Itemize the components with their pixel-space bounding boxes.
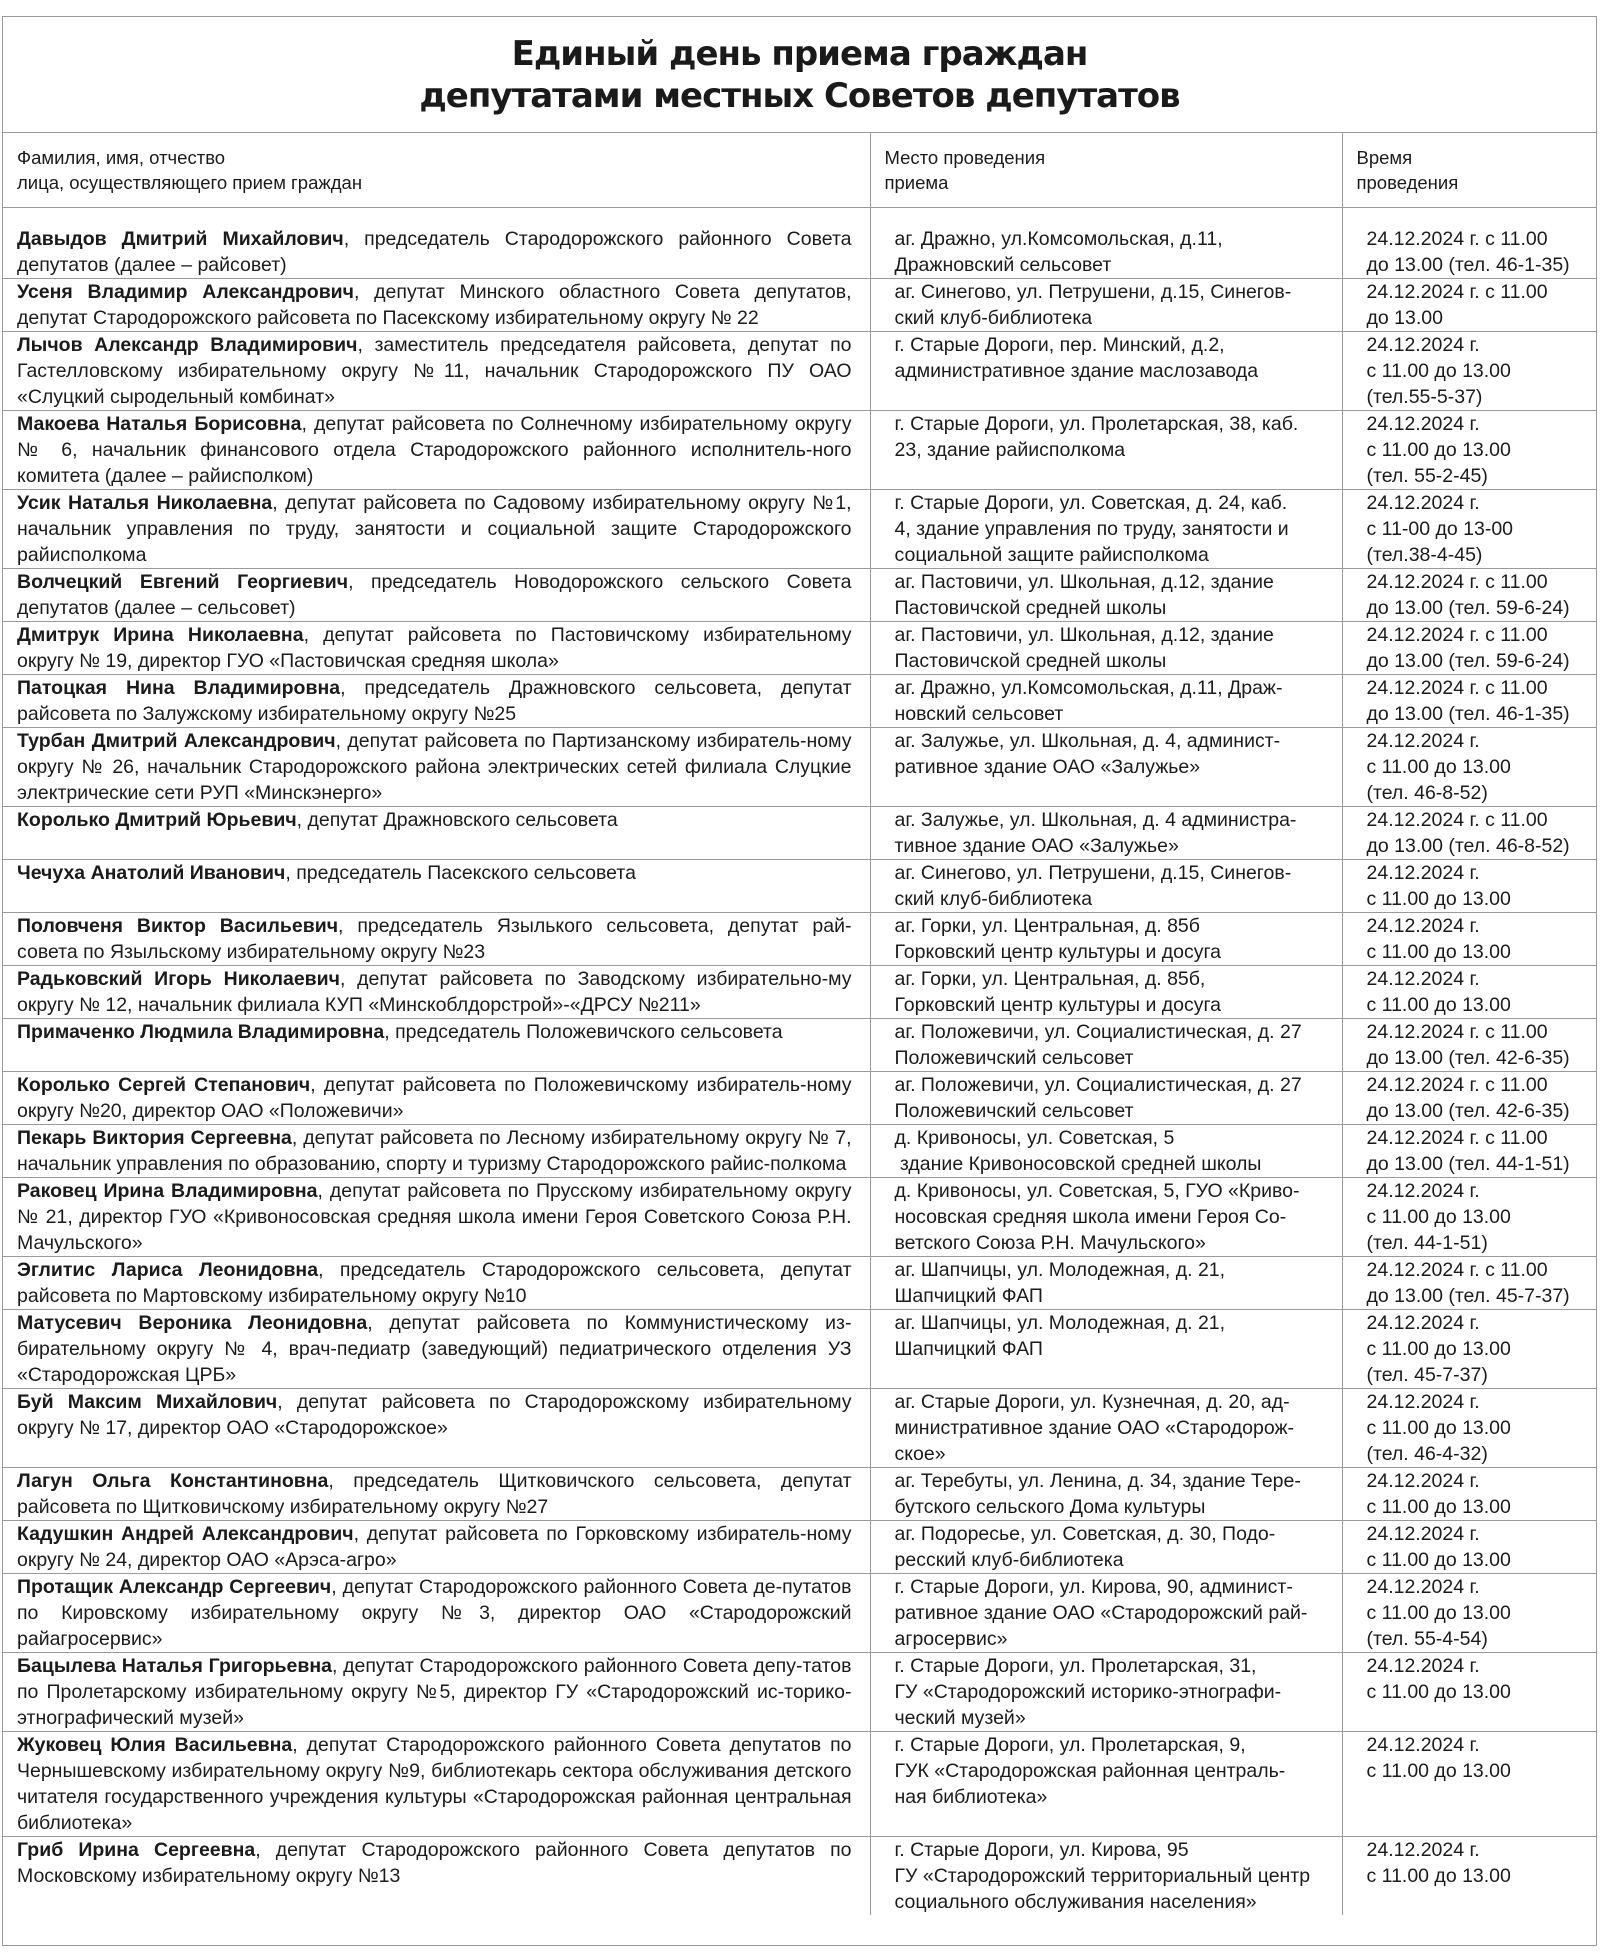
header-text-line: приема: [884, 172, 949, 193]
time-line: 24.12.2024 г.: [1366, 1523, 1480, 1545]
time-cell: [1342, 1389, 1596, 1468]
person-position: , депутат райсовета по Горковскому избиратель-ному округу № 24, директор ОАО «Арэса-агро»: [17, 1523, 852, 1571]
time-line: с 11.00 до 13.00: [1366, 1865, 1511, 1887]
time-line: до 13.00 (тел. 59-6-24): [1366, 597, 1570, 619]
person-cell: [3, 411, 870, 490]
person-cell: [3, 208, 870, 279]
person-cell: [3, 622, 870, 675]
place-line: аг. Подоресье, ул. Советская, д. 30, Подо-: [894, 1523, 1276, 1545]
time-cell: [1342, 860, 1596, 913]
person-cell: [3, 1072, 870, 1125]
time-line: с 11.00 до 13.00: [1366, 941, 1511, 963]
person-position: , депутат Стародорожского районного Совета депутатов по Чернышевскому избирательному округу №9, библиотекарь сектора обслуживания детского читателя государственного учреждения культуры «Стародорожская районная центральная библиотека»: [17, 1734, 852, 1834]
place-line: аг. Дражно, ул.Комсомольская, д.11,: [894, 228, 1223, 250]
table-row: [3, 1468, 1596, 1521]
time-line: до 13.00 (тел. 42-6-35): [1366, 1047, 1570, 1069]
time-line: до 13.00 (тел. 46-1-35): [1366, 703, 1570, 725]
time-line: до 13.00 (тел. 59-6-24): [1366, 650, 1570, 672]
table-row: [3, 1574, 1596, 1653]
person-cell: [3, 1574, 870, 1653]
person-position: , депутат Стародорожского районного Совета депутатов по Московскому избирательному округу №13: [17, 1839, 852, 1887]
place-cell: [870, 675, 1342, 728]
person-name: Королько Дмитрий Юрьевич: [17, 809, 297, 831]
table-row: [3, 1389, 1596, 1468]
person-position: , депутат райсовета по Стародорожскому избирательному округу № 17, директор ОАО «Стародорожское»: [17, 1391, 852, 1439]
place-line: Положевичский сельсовет: [894, 1100, 1134, 1122]
table-row: [3, 860, 1596, 913]
header-place: [870, 133, 1342, 208]
place-line: аг. Теребуты, ул. Ленина, д. 34, здание Тере-: [894, 1470, 1301, 1492]
table-row: [3, 1257, 1596, 1310]
time-line: 24.12.2024 г.: [1366, 1655, 1480, 1677]
person-cell: [3, 1125, 870, 1178]
time-cell: [1342, 1468, 1596, 1521]
person-name: Раковец Ирина Владимировна: [17, 1180, 318, 1202]
time-line: до 13.00 (тел. 46-8-52): [1366, 835, 1570, 857]
person-name: Патоцкая Нина Владимировна: [17, 677, 341, 699]
person-position: , председатель Стародорожского районного Совета депутатов (далее – райсовет): [17, 228, 852, 276]
time-line: (тел. 55-4-54): [1366, 1628, 1488, 1650]
table-row: [3, 411, 1596, 490]
person-position: , депутат Стародорожского районного Совета депу-татов по Пролетарскому избирательному округу №5, директор ГУ «Стародорожский ис-торико-этнографический музей»: [17, 1655, 852, 1729]
person-position: , председатель Новодорожского сельского Совета депутатов (далее – сельсовет): [17, 571, 852, 619]
place-line: ная библиотека»: [894, 1786, 1048, 1808]
place-line: 4, здание управления по труду, занятости и: [894, 518, 1289, 540]
time-cell: [1342, 1837, 1596, 1916]
place-cell: [870, 1521, 1342, 1574]
person-cell: [3, 966, 870, 1019]
place-cell: [870, 1310, 1342, 1389]
place-line: г. Старые Дороги, пер. Минский, д.2,: [894, 334, 1225, 356]
title-block: [3, 17, 1596, 133]
place-line: Пастовичской средней школы: [894, 650, 1167, 672]
table-row: [3, 1732, 1596, 1837]
person-name: Пекарь Виктория Сергеевна: [17, 1127, 292, 1149]
person-cell: [3, 279, 870, 332]
header-text-line: Время: [1356, 147, 1413, 168]
place-cell: [870, 807, 1342, 860]
header-text-line: Место проведения: [884, 147, 1046, 168]
person-cell: [3, 913, 870, 966]
place-line: ративное здание ОАО «Стародорожский рай-: [894, 1602, 1308, 1624]
time-line: 24.12.2024 г.: [1366, 492, 1480, 514]
person-name: Макоева Наталья Борисовна: [17, 413, 302, 435]
time-line: (тел. 46-4-32): [1366, 1443, 1488, 1465]
time-line: (тел. 55-2-45): [1366, 465, 1488, 487]
time-line: с 11.00 до 13.00: [1366, 1417, 1511, 1439]
time-line: 24.12.2024 г.: [1366, 1839, 1480, 1861]
place-cell: [870, 208, 1342, 279]
table-header-row: [3, 133, 1596, 208]
person-position: , депутат райсовета по Коммунистическому из-бирательному округу № 4, врач-педиатр (заведующий) педиатрического отделения УЗ «Стародорожская ЦРБ»: [17, 1312, 852, 1386]
time-line: с 11.00 до 13.00: [1366, 439, 1511, 461]
person-cell: [3, 1019, 870, 1072]
place-cell: [870, 966, 1342, 1019]
time-cell: [1342, 728, 1596, 807]
person-name: Турбан Дмитрий Александрович: [17, 730, 336, 752]
table-row: [3, 279, 1596, 332]
person-name: Эглитис Лариса Леонидовна: [17, 1259, 319, 1281]
time-line: (тел.38-4-45): [1366, 544, 1483, 566]
table-row: [3, 1178, 1596, 1257]
time-cell: [1342, 1574, 1596, 1653]
place-line: аг. Дражно, ул.Комсомольская, д.11, Драж-: [894, 677, 1283, 699]
time-line: 24.12.2024 г. с 11.00: [1366, 281, 1548, 303]
time-line: (тел. 45-7-37): [1366, 1364, 1488, 1386]
person-position: , председатель Дражновского сельсовета, депутат райсовета по Залужскому избирательному округу №25: [17, 677, 852, 725]
place-line: аг. Пастовичи, ул. Школьная, д.12, здание: [894, 571, 1274, 593]
person-name: Протащик Александр Сергеевич: [17, 1576, 332, 1598]
time-line: 24.12.2024 г.: [1366, 1312, 1480, 1334]
time-line: с 11.00 до 13.00: [1366, 1681, 1511, 1703]
person-name: Волчецкий Евгений Георгиевич: [17, 571, 349, 593]
time-line: до 13.00 (тел. 46-1-35): [1366, 254, 1570, 276]
document-frame: [2, 16, 1597, 1946]
place-line: ГУ «Стародорожский историко-этнографи-: [894, 1681, 1282, 1703]
time-line: 24.12.2024 г.: [1366, 862, 1480, 884]
time-cell: [1342, 1257, 1596, 1310]
person-cell: [3, 1257, 870, 1310]
place-line: аг. Синегово, ул. Петрушени, д.15, Синегов-: [894, 281, 1292, 303]
place-line: ческий музей»: [894, 1707, 1026, 1729]
time-cell: [1342, 913, 1596, 966]
table-row: [3, 1125, 1596, 1178]
time-line: до 13.00 (тел. 42-6-35): [1366, 1100, 1570, 1122]
person-name: Примаченко Людмила Владимировна: [17, 1021, 385, 1043]
person-name: Лычов Александр Владимирович: [17, 334, 358, 356]
place-cell: [870, 1732, 1342, 1837]
person-position: , депутат райсовета по Партизанскому избиратель-ному округу № 26, начальник Стародорожского района электрических сетей филиала Слуцкие электрические сети РУП «Минскэнерго»: [17, 730, 852, 804]
time-line: с 11-00 до 13-00: [1366, 518, 1514, 540]
place-line: аг. Пастовичи, ул. Школьная, д.12, здание: [894, 624, 1274, 646]
time-line: (тел. 44-1-51): [1366, 1232, 1488, 1254]
time-cell: [1342, 332, 1596, 411]
table-row: [3, 1072, 1596, 1125]
table-body: [3, 208, 1596, 1916]
table-row: [3, 208, 1596, 279]
person-cell: [3, 569, 870, 622]
place-line: агросервис»: [894, 1628, 1008, 1650]
place-line: г. Старые Дороги, ул. Советская, д. 24, каб.: [894, 492, 1288, 514]
person-cell: [3, 1521, 870, 1574]
time-line: 24.12.2024 г. с 11.00: [1366, 228, 1548, 250]
time-cell: [1342, 411, 1596, 490]
place-cell: [870, 1468, 1342, 1521]
time-line: 24.12.2024 г.: [1366, 1576, 1480, 1598]
time-line: с 11.00 до 13.00: [1366, 1549, 1511, 1571]
person-name: Буй Максим Михайлович: [17, 1391, 278, 1413]
time-cell: [1342, 490, 1596, 569]
time-line: 24.12.2024 г. с 11.00: [1366, 1074, 1548, 1096]
time-cell: [1342, 807, 1596, 860]
time-line: 24.12.2024 г.: [1366, 1734, 1480, 1756]
place-cell: [870, 1837, 1342, 1916]
person-position: , председатель Щитковичского сельсовета, депутат райсовета по Щитковичскому избирательному округу №27: [17, 1470, 852, 1518]
time-cell: [1342, 569, 1596, 622]
time-cell: [1342, 1072, 1596, 1125]
person-name: Давыдов Дмитрий Михайлович: [17, 228, 344, 250]
place-line: социального обслуживания населения»: [894, 1891, 1257, 1913]
time-line: 24.12.2024 г.: [1366, 968, 1480, 990]
title-line-1: Единый день приема граждан: [511, 33, 1088, 74]
place-line: аг. Шапчицы, ул. Молодежная, д. 21,: [894, 1259, 1226, 1281]
table-row: [3, 675, 1596, 728]
time-cell: [1342, 1019, 1596, 1072]
place-line: ское»: [894, 1443, 946, 1465]
place-line: Шапчицкий ФАП: [894, 1338, 1043, 1360]
table-row: [3, 1310, 1596, 1389]
place-line: г. Старые Дороги, ул. Кирова, 95: [894, 1839, 1189, 1861]
person-position: , депутат райсовета по Положевичскому избиратель-ному округу №20, директор ОАО «Положевичи»: [17, 1074, 852, 1122]
place-cell: [870, 411, 1342, 490]
time-cell: [1342, 1178, 1596, 1257]
time-line: с 11.00 до 13.00: [1366, 360, 1511, 382]
person-name: Матусевич Вероника Леонидовна: [17, 1312, 368, 1334]
table-row: [3, 332, 1596, 411]
time-line: 24.12.2024 г.: [1366, 730, 1480, 752]
place-cell: [870, 490, 1342, 569]
place-line: Дражновский сельсовет: [894, 254, 1112, 276]
header-time: [1342, 133, 1596, 208]
place-line: д. Кривоносы, ул. Советская, 5, ГУО «Криво-: [894, 1180, 1300, 1202]
place-line: аг. Положевичи, ул. Социалистическая, д. 27: [894, 1021, 1302, 1043]
table-row: [3, 490, 1596, 569]
time-line: до 13.00: [1366, 307, 1443, 329]
person-cell: [3, 1653, 870, 1732]
table-row: [3, 569, 1596, 622]
place-cell: [870, 622, 1342, 675]
time-line: с 11.00 до 13.00: [1366, 888, 1511, 910]
time-line: 24.12.2024 г.: [1366, 1180, 1480, 1202]
place-line: министративное здание ОАО «Стародорож-: [894, 1417, 1295, 1439]
place-cell: [870, 1072, 1342, 1125]
person-name: Лагун Ольга Константиновна: [17, 1470, 329, 1492]
person-cell: [3, 1468, 870, 1521]
place-line: Шапчицкий ФАП: [894, 1285, 1043, 1307]
table-row: [3, 807, 1596, 860]
table-row: [3, 1521, 1596, 1574]
table-row: [3, 728, 1596, 807]
place-line: аг. Шапчицы, ул. Молодежная, д. 21,: [894, 1312, 1226, 1334]
time-cell: [1342, 279, 1596, 332]
place-line: г. Старые Дороги, ул. Кирова, 90, админист-: [894, 1576, 1293, 1598]
place-line: ГУК «Стародорожская районная централь-: [894, 1760, 1286, 1782]
person-cell: [3, 332, 870, 411]
reception-schedule-table: [3, 133, 1596, 1915]
person-cell: [3, 1389, 870, 1468]
place-cell: [870, 1125, 1342, 1178]
time-line: 24.12.2024 г. с 11.00: [1366, 1259, 1548, 1281]
time-cell: [1342, 1732, 1596, 1837]
place-line: Горковский центр культуры и досуга: [894, 941, 1222, 963]
time-line: с 11.00 до 13.00: [1366, 1496, 1511, 1518]
place-line: социальной защите райисполкома: [894, 544, 1209, 566]
person-name: Усик Наталья Николаевна: [17, 492, 273, 514]
person-position: , депутат Дражновского сельсовета: [296, 809, 618, 831]
title-line-2: депутатами местных Советов депутатов: [419, 75, 1180, 116]
place-line: тивное здание ОАО «Залужье»: [894, 835, 1179, 857]
person-position: , депутат райсовета по Пастовичскому избирательному округу № 19, директор ГУО «Пастовичская средняя школа»: [17, 624, 852, 672]
person-position: , председатель Стародорожского сельсовета, депутат райсовета по Мартовскому избирательному округу №10: [17, 1259, 852, 1307]
place-line: бутского сельского Дома культуры: [894, 1496, 1206, 1518]
place-cell: [870, 569, 1342, 622]
place-line: носовская средняя школа имени Героя Со-: [894, 1206, 1287, 1228]
header-text-line: лица, осуществляющего прием граждан: [17, 172, 363, 193]
time-line: до 13.00 (тел. 44-1-51): [1366, 1153, 1570, 1175]
header-text-line: Фамилия, имя, отчество: [17, 147, 226, 168]
time-cell: [1342, 1310, 1596, 1389]
place-line: аг. Синегово, ул. Петрушени, д.15, Синегов-: [894, 862, 1292, 884]
person-position: , депутат райсовета по Прусскому избирательному округу № 21, директор ГУО «Кривоносовская средняя школа имени Героя Советского Союза Р.Н. Мачульского»: [17, 1180, 852, 1254]
time-line: с 11.00 до 13.00: [1366, 1206, 1511, 1228]
person-position: , заместитель председателя райсовета, депутат по Гастелловскому избирательному округу №11, начальник Стародорожского ПУ ОАО «Слуцкий сыродельный комбинат»: [17, 334, 852, 408]
place-line: Пастовичской средней школы: [894, 597, 1167, 619]
place-line: ресский клуб-библиотека: [894, 1549, 1124, 1571]
time-line: 24.12.2024 г. с 11.00: [1366, 1127, 1548, 1149]
person-cell: [3, 675, 870, 728]
time-line: с 11.00 до 13.00: [1366, 1760, 1511, 1782]
person-name: Гриб Ирина Сергеевна: [17, 1839, 256, 1861]
time-line: 24.12.2024 г.: [1366, 334, 1480, 356]
place-line: ветского Союза Р.Н. Мачульского»: [894, 1232, 1206, 1254]
place-cell: [870, 728, 1342, 807]
time-line: 24.12.2024 г.: [1366, 1391, 1480, 1413]
time-cell: [1342, 1125, 1596, 1178]
time-line: 24.12.2024 г. с 11.00: [1366, 809, 1548, 831]
person-cell: [3, 728, 870, 807]
person-position: , председатель Язылького сельсовета, депутат рай-совета по Языльскому избирательному округу №23: [17, 915, 852, 963]
person-cell: [3, 807, 870, 860]
person-name: Кадушкин Андрей Александрович: [17, 1523, 354, 1545]
place-line: 23, здание райисполкома: [894, 439, 1126, 461]
time-cell: [1342, 1653, 1596, 1732]
table-row: [3, 1653, 1596, 1732]
header-person: [3, 133, 870, 208]
place-cell: [870, 860, 1342, 913]
person-position: , депутат райсовета по Садовому избирательному округу №1, начальник управления по труду, занятости и социальной защите Стародорожского райисполкома: [17, 492, 852, 566]
place-cell: [870, 1574, 1342, 1653]
person-name: Усеня Владимир Александрович: [17, 281, 354, 303]
person-name: Радьковский Игорь Николаевич: [17, 968, 340, 990]
person-position: , депутат райсовета по Заводскому избирательно-му округу № 12, начальник филиала КУП «Минскоблдорстрой»-«ДРСУ №211»: [17, 968, 852, 1016]
table-row: [3, 913, 1596, 966]
person-position: , председатель Положевичского сельсовета: [384, 1021, 783, 1043]
place-line: д. Кривоносы, ул. Советская, 5: [894, 1127, 1175, 1149]
table-row: [3, 622, 1596, 675]
place-line: аг. Горки, ул. Центральная, д. 85б: [894, 915, 1200, 937]
person-position: , депутат Минского областного Совета депутатов, депутат Стародорожского райсовета по Пасекскому избирательному округу № 22: [17, 281, 852, 329]
place-line: Положевичский сельсовет: [894, 1047, 1134, 1069]
time-line: с 11.00 до 13.00: [1366, 1338, 1511, 1360]
place-line: аг. Залужье, ул. Школьная, д. 4 администра-: [894, 809, 1297, 831]
table-row: [3, 1837, 1596, 1916]
place-line: административное здание маслозавода: [894, 360, 1259, 382]
place-cell: [870, 1178, 1342, 1257]
place-line: аг. Горки, ул. Центральная, д. 85б,: [894, 968, 1206, 990]
time-line: 24.12.2024 г. с 11.00: [1366, 571, 1548, 593]
time-line: до 13.00 (тел. 45-7-37): [1366, 1285, 1570, 1307]
place-line: аг. Залужье, ул. Школьная, д. 4, админист-: [894, 730, 1281, 752]
time-line: 24.12.2024 г.: [1366, 915, 1480, 937]
table-row: [3, 966, 1596, 1019]
place-cell: [870, 913, 1342, 966]
time-line: с 11.00 до 13.00: [1366, 756, 1511, 778]
person-cell: [3, 1732, 870, 1837]
person-cell: [3, 1178, 870, 1257]
person-position: , депутат Стародорожского районного Совета де-путатов по Кировскому избирательному округу №3, директор ОАО «Стародорожский райагросервис»: [17, 1576, 852, 1650]
time-line: 24.12.2024 г.: [1366, 413, 1480, 435]
time-line: с 11.00 до 13.00: [1366, 1602, 1511, 1624]
time-line: 24.12.2024 г.: [1366, 1470, 1480, 1492]
place-cell: [870, 1257, 1342, 1310]
place-line: здание Кривоносовской средней школы: [894, 1153, 1262, 1175]
place-line: г. Старые Дороги, ул. Пролетарская, 9,: [894, 1734, 1246, 1756]
header-text-line: проведения: [1356, 172, 1459, 193]
time-cell: [1342, 208, 1596, 279]
table-row: [3, 1019, 1596, 1072]
time-cell: [1342, 675, 1596, 728]
place-line: аг. Старые Дороги, ул. Кузнечная, д. 20, ад-: [894, 1391, 1290, 1413]
person-name: Дмитрук Ирина Николаевна: [17, 624, 304, 646]
person-position: , председатель Пасекского сельсовета: [285, 862, 636, 884]
person-cell: [3, 490, 870, 569]
place-line: ГУ «Стародорожский территориальный центр: [894, 1865, 1311, 1887]
person-cell: [3, 1310, 870, 1389]
place-line: Горковский центр культуры и досуга: [894, 994, 1222, 1016]
person-name: Половченя Виктор Васильевич: [17, 915, 339, 937]
time-cell: [1342, 966, 1596, 1019]
place-line: г. Старые Дороги, ул. Пролетарская, 38, каб.: [894, 413, 1299, 435]
place-line: ский клуб-библиотека: [894, 888, 1093, 910]
person-name: Жуковец Юлия Васильевна: [17, 1734, 293, 1756]
place-line: новский сельсовет: [894, 703, 1064, 725]
time-line: 24.12.2024 г. с 11.00: [1366, 624, 1548, 646]
time-line: 24.12.2024 г. с 11.00: [1366, 677, 1548, 699]
person-cell: [3, 1837, 870, 1916]
person-position: , депутат райсовета по Лесному избирательному округу № 7, начальник управления по образованию, спорту и туризму Стародорожского райис-полкома: [17, 1127, 852, 1175]
time-cell: [1342, 622, 1596, 675]
place-cell: [870, 279, 1342, 332]
person-name: Королько Сергей Степанович: [17, 1074, 311, 1096]
place-line: ративное здание ОАО «Залужье»: [894, 756, 1201, 778]
time-line: (тел. 46-8-52): [1366, 782, 1488, 804]
time-cell: [1342, 1521, 1596, 1574]
place-line: г. Старые Дороги, ул. Пролетарская, 31,: [894, 1655, 1257, 1677]
time-line: (тел.55-5-37): [1366, 386, 1483, 408]
place-cell: [870, 1389, 1342, 1468]
place-cell: [870, 332, 1342, 411]
place-line: аг. Положевичи, ул. Социалистическая, д. 27: [894, 1074, 1302, 1096]
place-cell: [870, 1653, 1342, 1732]
person-name: Бацылева Наталья Григорьевна: [17, 1655, 332, 1677]
person-cell: [3, 860, 870, 913]
time-line: 24.12.2024 г. с 11.00: [1366, 1021, 1548, 1043]
person-name: Чечуха Анатолий Иванович: [17, 862, 286, 884]
place-cell: [870, 1019, 1342, 1072]
place-line: ский клуб-библиотека: [894, 307, 1093, 329]
person-position: , депутат райсовета по Солнечному избирательному округу № 6, начальник финансового отдела Стародорожского районного исполнитель-ного комитета (далее – райисполком): [17, 413, 852, 487]
time-line: с 11.00 до 13.00: [1366, 994, 1511, 1016]
